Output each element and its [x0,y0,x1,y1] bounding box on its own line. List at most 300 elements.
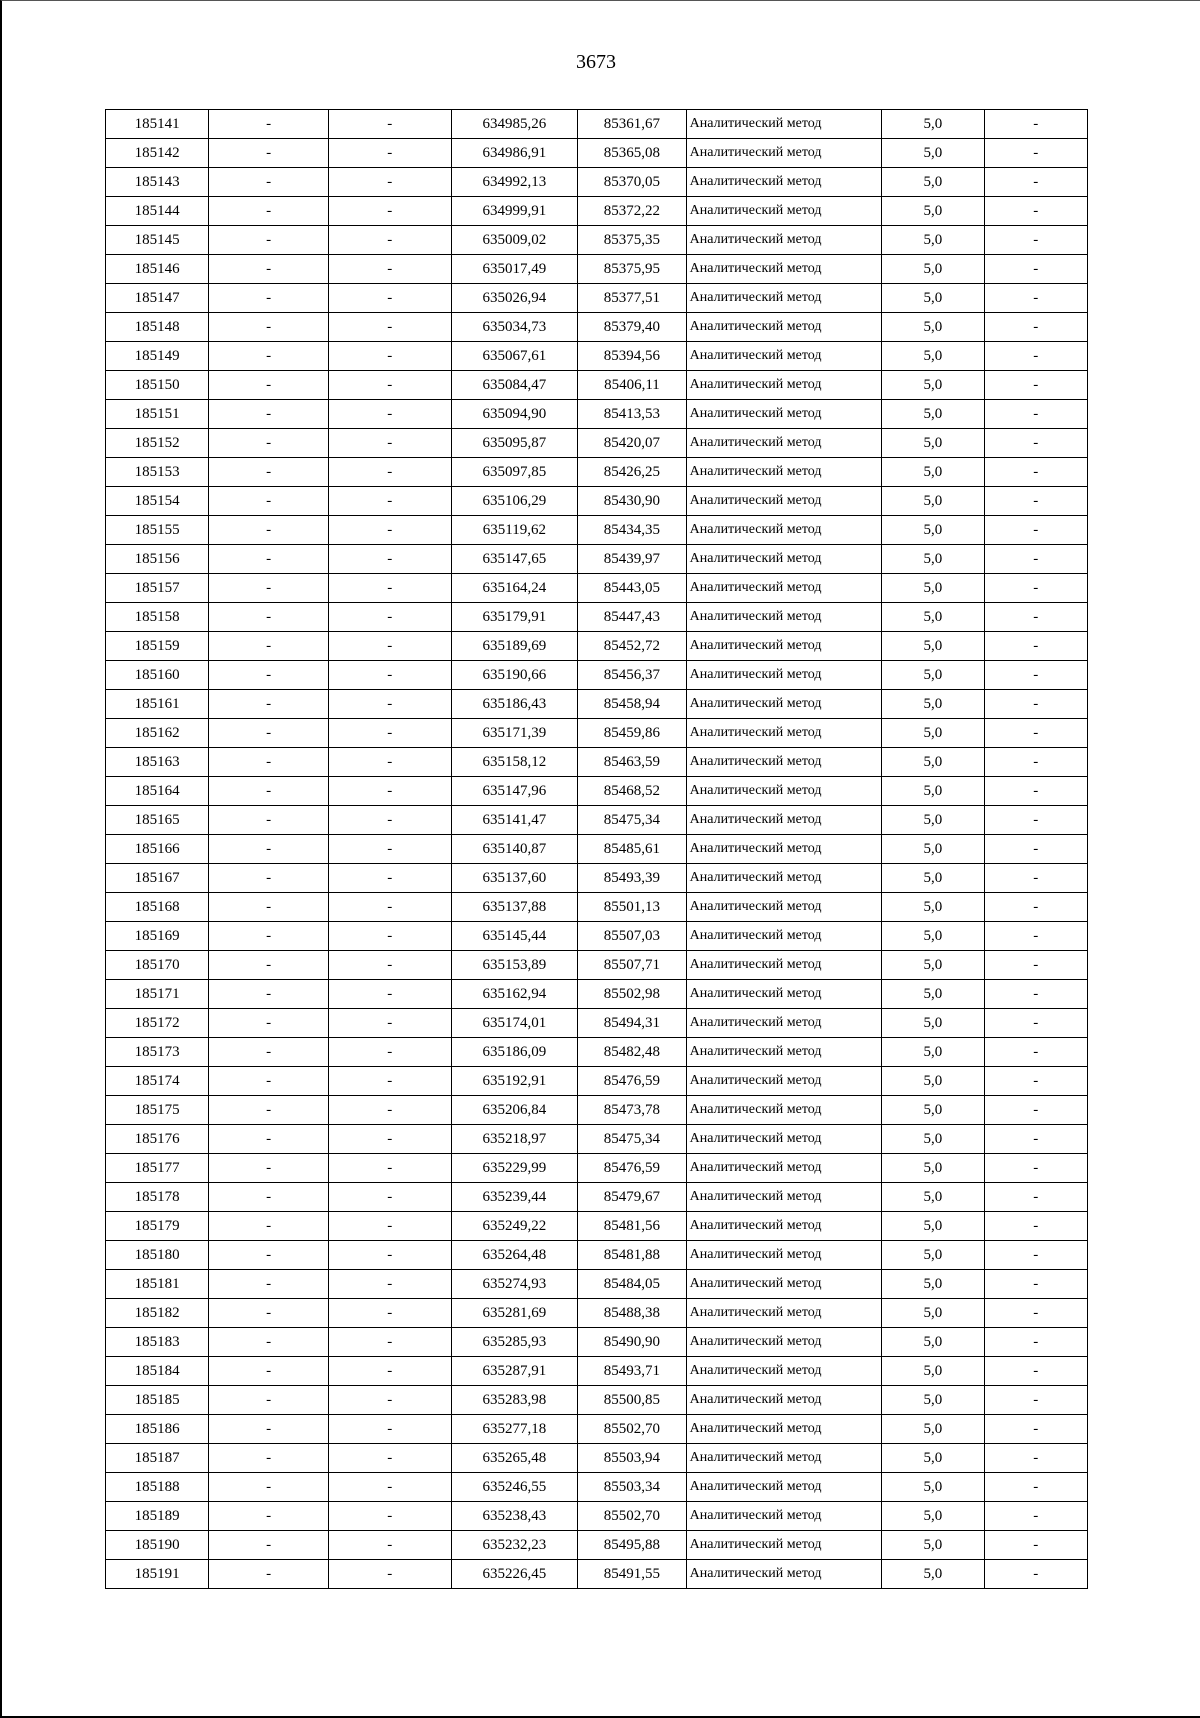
y-coordinate-cell: 85476,59 [578,1154,686,1183]
empty-cell-a: - [209,661,329,690]
empty-cell-b: - [328,458,451,487]
x-coordinate-cell: 634999,91 [451,197,578,226]
accuracy-cell: 5,0 [882,835,984,864]
table-row [106,632,1088,661]
empty-cell-c: - [984,284,1087,313]
point-number-cell: 185148 [106,313,209,342]
point-number-cell: 185190 [106,1531,209,1560]
table-row [106,487,1088,516]
accuracy-cell: 5,0 [882,139,984,168]
empty-cell-a: - [209,110,329,139]
page-number: 3673 [576,51,616,73]
x-coordinate-cell: 635097,85 [451,458,578,487]
method-cell: Аналитический метод [686,574,882,603]
point-number-cell: 185172 [106,1009,209,1038]
empty-cell-b: - [328,313,451,342]
empty-cell-b: - [328,922,451,951]
table-row [106,1299,1088,1328]
y-coordinate-cell: 85488,38 [578,1299,686,1328]
accuracy-cell: 5,0 [882,487,984,516]
point-number-cell: 185180 [106,1241,209,1270]
empty-cell-a: - [209,1299,329,1328]
point-number-cell: 185184 [106,1357,209,1386]
empty-cell-a: - [209,893,329,922]
accuracy-cell: 5,0 [882,371,984,400]
table-row [106,313,1088,342]
empty-cell-b: - [328,1096,451,1125]
point-number-cell: 185168 [106,893,209,922]
empty-cell-c: - [984,1270,1087,1299]
point-number-cell: 185189 [106,1502,209,1531]
table-row [106,168,1088,197]
empty-cell-b: - [328,1067,451,1096]
accuracy-cell: 5,0 [882,545,984,574]
empty-cell-c: - [984,922,1087,951]
table-row [106,342,1088,371]
table-row [106,1038,1088,1067]
empty-cell-b: - [328,516,451,545]
empty-cell-a: - [209,1009,329,1038]
accuracy-cell: 5,0 [882,893,984,922]
point-number-cell: 185166 [106,835,209,864]
x-coordinate-cell: 635265,48 [451,1444,578,1473]
table-row [106,400,1088,429]
accuracy-cell: 5,0 [882,1241,984,1270]
empty-cell-a: - [209,284,329,313]
accuracy-cell: 5,0 [882,255,984,284]
accuracy-cell: 5,0 [882,1299,984,1328]
accuracy-cell: 5,0 [882,516,984,545]
empty-cell-b: - [328,1415,451,1444]
empty-cell-a: - [209,197,329,226]
table-row [106,1386,1088,1415]
method-cell: Аналитический метод [686,255,882,284]
x-coordinate-cell: 635034,73 [451,313,578,342]
empty-cell-b: - [328,864,451,893]
empty-cell-c: - [984,1357,1087,1386]
empty-cell-c: - [984,516,1087,545]
empty-cell-b: - [328,1270,451,1299]
x-coordinate-cell: 634992,13 [451,168,578,197]
empty-cell-b: - [328,1299,451,1328]
method-cell: Аналитический метод [686,1038,882,1067]
empty-cell-b: - [328,1212,451,1241]
empty-cell-c: - [984,197,1087,226]
accuracy-cell: 5,0 [882,661,984,690]
empty-cell-c: - [984,661,1087,690]
point-number-cell: 185174 [106,1067,209,1096]
x-coordinate-cell: 635264,48 [451,1241,578,1270]
x-coordinate-cell: 635218,97 [451,1125,578,1154]
table-row [106,690,1088,719]
method-cell: Аналитический метод [686,1009,882,1038]
accuracy-cell: 5,0 [882,951,984,980]
table-row [106,139,1088,168]
table-row [106,951,1088,980]
x-coordinate-cell: 635171,39 [451,719,578,748]
empty-cell-c: - [984,1009,1087,1038]
point-number-cell: 185162 [106,719,209,748]
table-row [106,864,1088,893]
method-cell: Аналитический метод [686,429,882,458]
x-coordinate-cell: 635147,96 [451,777,578,806]
y-coordinate-cell: 85394,56 [578,342,686,371]
empty-cell-a: - [209,545,329,574]
x-coordinate-cell: 635095,87 [451,429,578,458]
point-number-cell: 185160 [106,661,209,690]
table-row [106,1096,1088,1125]
empty-cell-b: - [328,197,451,226]
accuracy-cell: 5,0 [882,1270,984,1299]
empty-cell-c: - [984,719,1087,748]
y-coordinate-cell: 85481,88 [578,1241,686,1270]
y-coordinate-cell: 85507,71 [578,951,686,980]
accuracy-cell: 5,0 [882,719,984,748]
accuracy-cell: 5,0 [882,1386,984,1415]
empty-cell-c: - [984,1125,1087,1154]
point-number-cell: 185185 [106,1386,209,1415]
empty-cell-c: - [984,1560,1087,1589]
accuracy-cell: 5,0 [882,1560,984,1589]
empty-cell-a: - [209,1415,329,1444]
empty-cell-a: - [209,1328,329,1357]
method-cell: Аналитический метод [686,864,882,893]
method-cell: Аналитический метод [686,1502,882,1531]
point-number-cell: 185161 [106,690,209,719]
table-row [106,1125,1088,1154]
empty-cell-c: - [984,226,1087,255]
empty-cell-c: - [984,1183,1087,1212]
empty-cell-a: - [209,806,329,835]
method-cell: Аналитический метод [686,632,882,661]
point-number-cell: 185187 [106,1444,209,1473]
x-coordinate-cell: 635190,66 [451,661,578,690]
empty-cell-c: - [984,1154,1087,1183]
y-coordinate-cell: 85406,11 [578,371,686,400]
method-cell: Аналитический метод [686,516,882,545]
empty-cell-b: - [328,1328,451,1357]
table-row [106,661,1088,690]
method-cell: Аналитический метод [686,835,882,864]
table-row [106,1241,1088,1270]
accuracy-cell: 5,0 [882,1415,984,1444]
table-row [106,1560,1088,1589]
x-coordinate-cell: 635274,93 [451,1270,578,1299]
point-number-cell: 185159 [106,632,209,661]
empty-cell-c: - [984,168,1087,197]
method-cell: Аналитический метод [686,603,882,632]
x-coordinate-cell: 635283,98 [451,1386,578,1415]
x-coordinate-cell: 635164,24 [451,574,578,603]
x-coordinate-cell: 635186,43 [451,690,578,719]
empty-cell-b: - [328,226,451,255]
empty-cell-a: - [209,1241,329,1270]
empty-cell-c: - [984,1473,1087,1502]
method-cell: Аналитический метод [686,1531,882,1560]
empty-cell-b: - [328,980,451,1009]
accuracy-cell: 5,0 [882,690,984,719]
table-row [106,429,1088,458]
x-coordinate-cell: 635026,94 [451,284,578,313]
accuracy-cell: 5,0 [882,748,984,777]
empty-cell-c: - [984,1531,1087,1560]
y-coordinate-cell: 85502,70 [578,1415,686,1444]
point-number-cell: 185147 [106,284,209,313]
method-cell: Аналитический метод [686,487,882,516]
table-row [106,1067,1088,1096]
empty-cell-b: - [328,806,451,835]
y-coordinate-cell: 85501,13 [578,893,686,922]
empty-cell-b: - [328,139,451,168]
empty-cell-c: - [984,1299,1087,1328]
table-row [106,893,1088,922]
table-row [106,1473,1088,1502]
point-number-cell: 185154 [106,487,209,516]
empty-cell-a: - [209,1183,329,1212]
method-cell: Аналитический метод [686,806,882,835]
table-row [106,1183,1088,1212]
empty-cell-c: - [984,835,1087,864]
empty-cell-a: - [209,429,329,458]
empty-cell-a: - [209,516,329,545]
accuracy-cell: 5,0 [882,777,984,806]
point-number-cell: 185151 [106,400,209,429]
empty-cell-a: - [209,864,329,893]
empty-cell-b: - [328,1154,451,1183]
method-cell: Аналитический метод [686,1270,882,1299]
accuracy-cell: 5,0 [882,342,984,371]
accuracy-cell: 5,0 [882,864,984,893]
empty-cell-a: - [209,371,329,400]
accuracy-cell: 5,0 [882,922,984,951]
x-coordinate-cell: 635119,62 [451,516,578,545]
empty-cell-c: - [984,632,1087,661]
accuracy-cell: 5,0 [882,1473,984,1502]
accuracy-cell: 5,0 [882,1125,984,1154]
x-coordinate-cell: 634986,91 [451,139,578,168]
point-number-cell: 185158 [106,603,209,632]
method-cell: Аналитический метод [686,371,882,400]
accuracy-cell: 5,0 [882,458,984,487]
empty-cell-c: - [984,951,1087,980]
y-coordinate-cell: 85365,08 [578,139,686,168]
x-coordinate-cell: 635232,23 [451,1531,578,1560]
y-coordinate-cell: 85413,53 [578,400,686,429]
point-number-cell: 185173 [106,1038,209,1067]
x-coordinate-cell: 635238,43 [451,1502,578,1531]
point-number-cell: 185144 [106,197,209,226]
empty-cell-b: - [328,1502,451,1531]
empty-cell-c: - [984,458,1087,487]
point-number-cell: 185175 [106,1096,209,1125]
empty-cell-a: - [209,777,329,806]
point-number-cell: 185146 [106,255,209,284]
point-number-cell: 185170 [106,951,209,980]
y-coordinate-cell: 85502,70 [578,1502,686,1531]
x-coordinate-cell: 635067,61 [451,342,578,371]
method-cell: Аналитический метод [686,1154,882,1183]
y-coordinate-cell: 85490,90 [578,1328,686,1357]
method-cell: Аналитический метод [686,893,882,922]
empty-cell-a: - [209,226,329,255]
empty-cell-a: - [209,574,329,603]
method-cell: Аналитический метод [686,1415,882,1444]
y-coordinate-cell: 85479,67 [578,1183,686,1212]
empty-cell-a: - [209,951,329,980]
empty-cell-a: - [209,1125,329,1154]
accuracy-cell: 5,0 [882,197,984,226]
y-coordinate-cell: 85493,71 [578,1357,686,1386]
empty-cell-c: - [984,110,1087,139]
y-coordinate-cell: 85434,35 [578,516,686,545]
x-coordinate-cell: 635192,91 [451,1067,578,1096]
empty-cell-c: - [984,429,1087,458]
method-cell: Аналитический метод [686,1444,882,1473]
table-row [106,748,1088,777]
method-cell: Аналитический метод [686,226,882,255]
method-cell: Аналитический метод [686,1299,882,1328]
empty-cell-b: - [328,255,451,284]
y-coordinate-cell: 85473,78 [578,1096,686,1125]
empty-cell-b: - [328,545,451,574]
x-coordinate-cell: 635153,89 [451,951,578,980]
empty-cell-b: - [328,429,451,458]
method-cell: Аналитический метод [686,342,882,371]
accuracy-cell: 5,0 [882,1154,984,1183]
empty-cell-a: - [209,1270,329,1299]
method-cell: Аналитический метод [686,1241,882,1270]
empty-cell-b: - [328,1357,451,1386]
empty-cell-a: - [209,1096,329,1125]
empty-cell-a: - [209,487,329,516]
empty-cell-b: - [328,371,451,400]
table-row [106,806,1088,835]
empty-cell-b: - [328,1009,451,1038]
table-row [106,1212,1088,1241]
y-coordinate-cell: 85379,40 [578,313,686,342]
y-coordinate-cell: 85494,31 [578,1009,686,1038]
table-row [106,980,1088,1009]
empty-cell-b: - [328,661,451,690]
x-coordinate-cell: 635140,87 [451,835,578,864]
accuracy-cell: 5,0 [882,980,984,1009]
empty-cell-a: - [209,719,329,748]
empty-cell-a: - [209,632,329,661]
y-coordinate-cell: 85447,43 [578,603,686,632]
empty-cell-b: - [328,893,451,922]
empty-cell-c: - [984,1241,1087,1270]
point-number-cell: 185183 [106,1328,209,1357]
accuracy-cell: 5,0 [882,1531,984,1560]
empty-cell-c: - [984,139,1087,168]
empty-cell-b: - [328,1473,451,1502]
method-cell: Аналитический метод [686,1212,882,1241]
empty-cell-c: - [984,574,1087,603]
x-coordinate-cell: 635281,69 [451,1299,578,1328]
empty-cell-c: - [984,255,1087,284]
accuracy-cell: 5,0 [882,110,984,139]
method-cell: Аналитический метод [686,1357,882,1386]
table-row [106,603,1088,632]
method-cell: Аналитический метод [686,1067,882,1096]
x-coordinate-cell: 635287,91 [451,1357,578,1386]
y-coordinate-cell: 85502,98 [578,980,686,1009]
y-coordinate-cell: 85452,72 [578,632,686,661]
table-body [106,110,1088,1589]
empty-cell-c: - [984,690,1087,719]
empty-cell-b: - [328,342,451,371]
x-coordinate-cell: 635179,91 [451,603,578,632]
method-cell: Аналитический метод [686,110,882,139]
point-number-cell: 185167 [106,864,209,893]
empty-cell-c: - [984,893,1087,922]
point-number-cell: 185171 [106,980,209,1009]
empty-cell-a: - [209,1154,329,1183]
empty-cell-a: - [209,1560,329,1589]
empty-cell-b: - [328,284,451,313]
point-number-cell: 185153 [106,458,209,487]
empty-cell-c: - [984,1444,1087,1473]
empty-cell-b: - [328,487,451,516]
empty-cell-c: - [984,603,1087,632]
y-coordinate-cell: 85426,25 [578,458,686,487]
x-coordinate-cell: 635189,69 [451,632,578,661]
y-coordinate-cell: 85456,37 [578,661,686,690]
table-row [106,1444,1088,1473]
y-coordinate-cell: 85439,97 [578,545,686,574]
empty-cell-c: - [984,371,1087,400]
accuracy-cell: 5,0 [882,806,984,835]
point-number-cell: 185157 [106,574,209,603]
empty-cell-a: - [209,980,329,1009]
empty-cell-b: - [328,574,451,603]
point-number-cell: 185152 [106,429,209,458]
y-coordinate-cell: 85507,03 [578,922,686,951]
table-row [106,574,1088,603]
empty-cell-b: - [328,777,451,806]
point-number-cell: 185176 [106,1125,209,1154]
x-coordinate-cell: 635206,84 [451,1096,578,1125]
method-cell: Аналитический метод [686,545,882,574]
empty-cell-b: - [328,748,451,777]
method-cell: Аналитический метод [686,1386,882,1415]
empty-cell-b: - [328,110,451,139]
empty-cell-c: - [984,1096,1087,1125]
accuracy-cell: 5,0 [882,1038,984,1067]
y-coordinate-cell: 85372,22 [578,197,686,226]
table-row [106,1328,1088,1357]
accuracy-cell: 5,0 [882,603,984,632]
y-coordinate-cell: 85476,59 [578,1067,686,1096]
table-row [106,1531,1088,1560]
x-coordinate-cell: 635141,47 [451,806,578,835]
y-coordinate-cell: 85500,85 [578,1386,686,1415]
point-number-cell: 185191 [106,1560,209,1589]
table-row [106,110,1088,139]
empty-cell-b: - [328,632,451,661]
empty-cell-b: - [328,603,451,632]
y-coordinate-cell: 85430,90 [578,487,686,516]
y-coordinate-cell: 85491,55 [578,1560,686,1589]
method-cell: Аналитический метод [686,1560,882,1589]
table-row [106,719,1088,748]
y-coordinate-cell: 85375,95 [578,255,686,284]
accuracy-cell: 5,0 [882,1444,984,1473]
y-coordinate-cell: 85503,34 [578,1473,686,1502]
method-cell: Аналитический метод [686,980,882,1009]
coordinates-table [105,109,1088,1589]
accuracy-cell: 5,0 [882,1009,984,1038]
